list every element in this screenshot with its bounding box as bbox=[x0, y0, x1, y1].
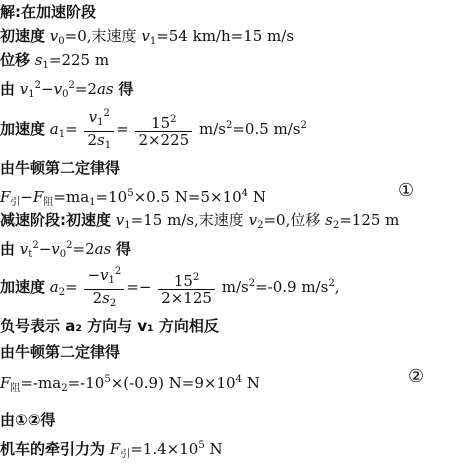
line-newton-2: 由牛顿第二定律得 bbox=[0, 343, 121, 361]
line-displacement: 位移 $s_1=225$ m bbox=[0, 51, 110, 71]
line-combine: 由①②得 bbox=[0, 411, 56, 429]
line-sign-note: 负号表示 a₂ 方向与 v₁ 方向相反 bbox=[0, 317, 219, 335]
line-kinematic-eq-1: 由 $v_1^2-v_0^2=2as$ 得 bbox=[0, 80, 134, 100]
line-acceleration-2: 加速度 $a_2=$ $\frac{-v_1^2}{2s_2}$ =− $\frac{15^2}{2\times 125}$ $m/s^2=-0.9$ $m/s^2$, bbox=[0, 266, 340, 309]
line-traction-result: 机车的牵引力为 $F_引=1.4\times 10^5$ N bbox=[0, 440, 223, 460]
line-newton-1: 由牛顿第二定律得 bbox=[0, 159, 121, 177]
heading: 解:在加速阶段 bbox=[0, 3, 96, 21]
line-force-eq-1: $F_引-F_阻=ma_1=10^5\times 0.5$ $N=5\times 10^4$ N bbox=[0, 188, 266, 208]
line-kinematic-eq-2: 由 $v_t^2-v_0^2=2as$ 得 bbox=[0, 240, 132, 260]
line-deceleration-stage: 减速阶段:初速度 $v_1=15$ m/s,末速度 $v_2=0$,位移 $s_2=125$ m bbox=[0, 211, 400, 231]
line-force-eq-2: $F_阻=-ma_2=-10^5\times(-0.9)$ $N=9\times 10^4$ N bbox=[0, 374, 260, 394]
line-initial-final-speed: 初速度 $v_0=0$,末速度 $v_1=54$ km/h=15 m/s bbox=[0, 27, 295, 47]
line-acceleration-1: 加速度 $a_1=$ $\frac{v_1^2}{2s_1}$ = $\frac{15^2}{2\times 225}$ $m/s^2=0.5$ $m/s^2$ bbox=[0, 108, 307, 151]
equation-marker-2: ② bbox=[408, 366, 425, 387]
equation-marker-1: ① bbox=[398, 180, 415, 201]
